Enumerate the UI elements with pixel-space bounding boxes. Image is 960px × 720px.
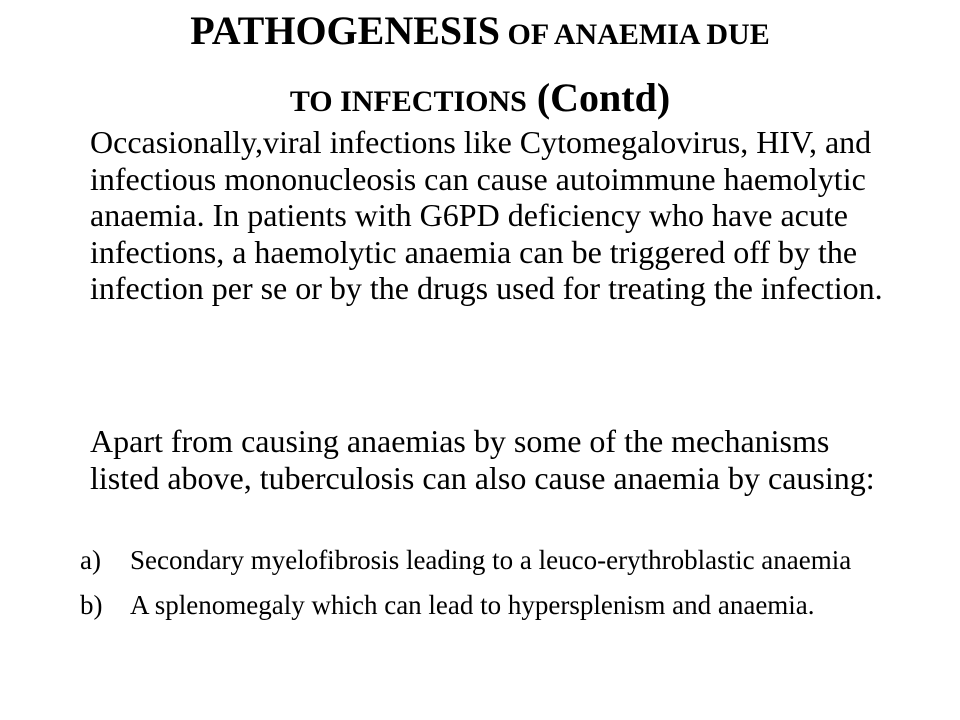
paragraph-tuberculosis: Apart from causing anaemias by some of the mechanisms listed above, tuberculosis can also cause anaemia by causing: <box>90 423 875 496</box>
list-item <box>80 545 880 575</box>
title-part-3: TO INFECTIONS <box>289 85 527 118</box>
slide-title <box>40 2 920 136</box>
paragraph-viral-infections: Occasionally,viral infections like Cytomegalovirus, HIV, and infectious mononucleosis can cause autoimmune haemolytic anaemia. In patients with G6PD deficiency who have acute infections, a haemolytic anaemia can be triggered off by the infection per se or by the drugs used for treating the infection. <box>90 124 883 306</box>
title-part-4: (Contd) <box>526 75 671 120</box>
list-item <box>80 590 880 620</box>
title-part-1: PATHOGENESIS <box>190 8 500 53</box>
title-part-2: OF ANAEMIA DUE <box>499 18 770 51</box>
list-marker: a) <box>80 545 101 575</box>
list-item-text: A splenomegaly which can lead to hypersplenism and anaemia. <box>130 590 815 620</box>
list-marker: b) <box>80 590 103 620</box>
list-item-text: Secondary myelofibrosis leading to a leuco-erythroblastic anaemia <box>130 545 852 575</box>
causes-list <box>80 545 880 635</box>
